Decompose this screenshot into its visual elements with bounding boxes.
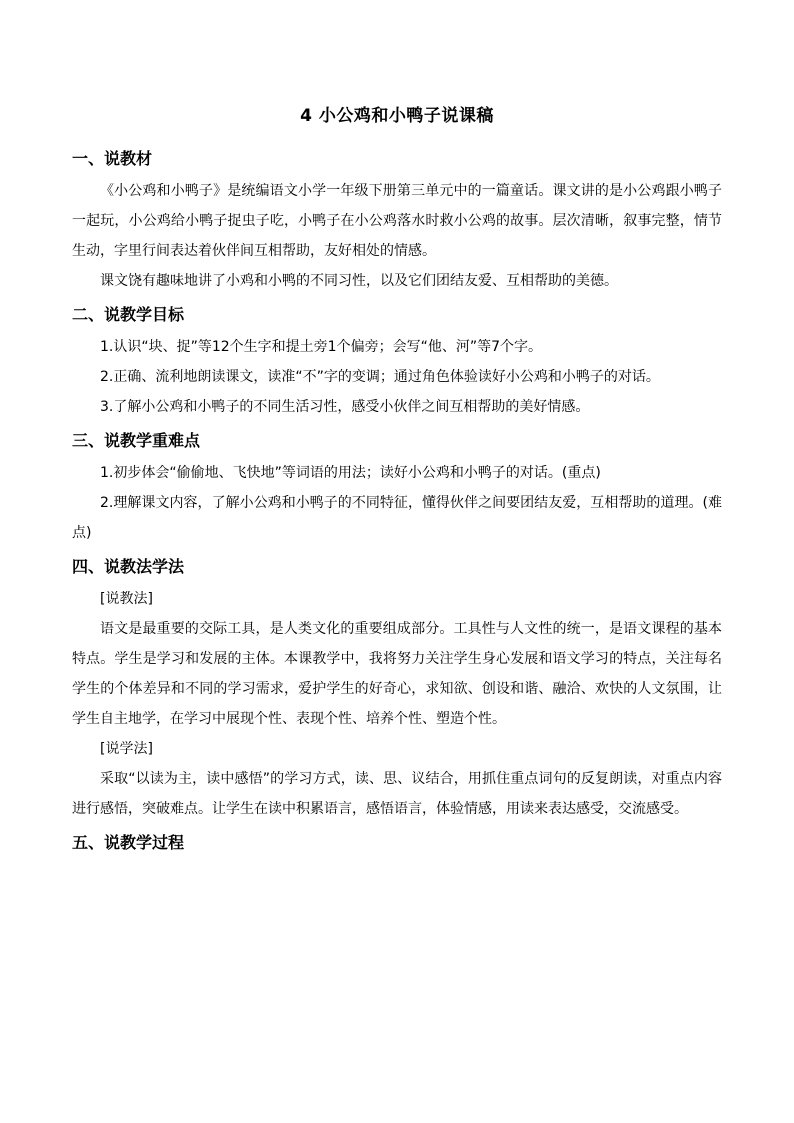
paragraph: 2.理解课文内容，了解小公鸡和小鸭子的不同特征，懂得伙伴之间要团结友爱，互相帮助的道理。(难点) [72, 495, 722, 541]
paragraph: 1.初步体会“偷偷地、飞快地”等词语的用法；读好小公鸡和小鸭子的对话。(重点) [100, 465, 601, 481]
paragraph: 语文是最重要的交际工具，是人类文化的重要组成部分。工具性与人文性的统一，是语文课程的基本特点。学生是学习和发展的主体。本课教学中，我将努力关注学生身心发展和语文学习的特点，关注每名学生的个体差异和不同的学习需求，爱护学生的好奇心，求知欲、创设和谐、融洽、欢快的人文氛围，让学生自主地学，在学习中展现个性、表现个性、培养个性、塑造个性。 [72, 621, 722, 727]
document-body [72, 144, 722, 860]
paragraph: 2.正确、流利地朗读课文，读准“不”字的变调；通过角色体验读好小公鸡和小鸭子的对话。 [100, 369, 660, 385]
section-heading-methods: 四、说教法学法 [72, 557, 185, 576]
document-title: 4 小公鸡和小鸭子说课稿 [300, 106, 494, 126]
section-heading-teaching-process: 五、说教学过程 [72, 833, 185, 852]
section-heading-teaching-material: 一、说教材 [72, 149, 153, 168]
subheading-learning-method: [说学法] [100, 741, 153, 757]
subheading-teaching-method: [说教法] [100, 591, 153, 607]
paragraph: 课文饶有趣味地讲了小鸡和小鸭的不同习性，以及它们团结友爱、互相帮助的美德。 [100, 273, 618, 289]
paragraph: 3.了解小公鸡和小鸭子的不同生活习性，感受小伙伴之间互相帮助的美好情感。 [100, 399, 590, 415]
section-heading-teaching-goals: 二、说教学目标 [72, 305, 185, 324]
paragraph: 采取“以读为主，读中感悟”的学习方式，读、思、议结合，用抓住重点词句的反复朗读，对重点内容进行感悟，突破难点。让学生在读中积累语言，感悟语言，体验情感，用读来表达感受，交流感受。 [72, 771, 722, 817]
section-heading-key-difficulties: 三、说教学重难点 [72, 431, 201, 450]
paragraph: 《小公鸡和小鸭子》是统编语文小学一年级下册第三单元中的一篇童话。课文讲的是小公鸡跟小鸭子一起玩，小公鸡给小鸭子捉虫子吃，小鸭子在小公鸡落水时救小公鸡的故事。层次清晰，叙事完整，情节生动，字里行间表达着伙伴间互相帮助，友好相处的情感。 [72, 183, 722, 259]
paragraph: 1.认识“块、捉”等12个生字和提土旁1个偏旁；会写“他、河”等7个字。 [100, 339, 542, 355]
